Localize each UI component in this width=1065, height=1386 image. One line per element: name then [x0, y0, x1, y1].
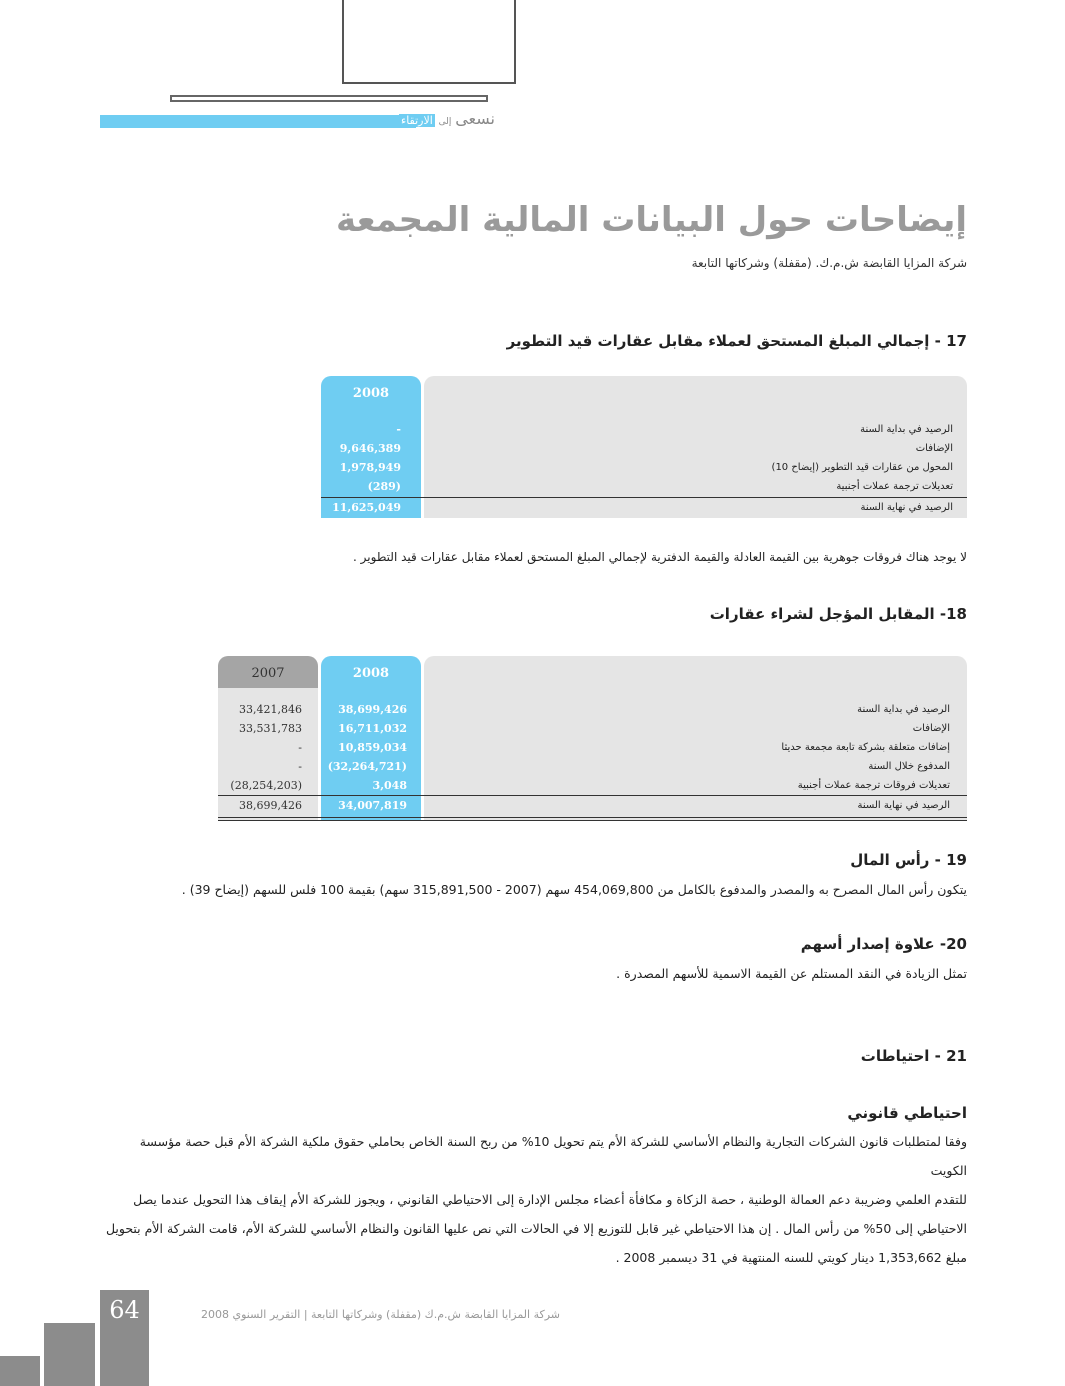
- page-title: إيضاحات حول البيانات المالية المجمعة: [335, 200, 967, 240]
- note18-value-2008: 10,859,034: [338, 741, 407, 754]
- note18-label: تعديلات فروقات ترجمة عملات أجنبية: [797, 780, 950, 791]
- note18-total-row: [218, 796, 967, 815]
- note20-heading: 20- علاوة إصدار أسهم: [800, 935, 967, 953]
- note18-label: إضافات متعلقة بشركة تابعة مجمعة حديثا: [781, 742, 950, 753]
- note17-label: الرصيد في بداية السنة: [860, 424, 953, 435]
- note19-text: يتكون رأس المال المصرح به والمصدر والمدفوع بالكامل من 454,069,800 سهم (2007 - 315,891,500 سهم) بقيمة 100 فلس للسهم (إيضاح 39) .: [181, 882, 967, 897]
- note17-label: المحول من عقارات قيد التطوير (إيضاح 10): [771, 462, 953, 473]
- note18-value-2008: 16,711,032: [338, 722, 407, 735]
- note18-total-label: الرصيد في نهاية السنة: [857, 800, 950, 811]
- note18-total-2008: 34,007,819: [338, 799, 407, 812]
- note17-year-header: 2008: [352, 386, 390, 401]
- note17-label: تعديلات ترجمة عملات أجنبية: [836, 481, 953, 492]
- note18-total-rule-bottom-1: [218, 817, 967, 818]
- footer-text: شركة المزايا القابضة ش.م.ك (مقفلة) وشركاتها التابعة | التقرير السنوي 2008: [201, 1308, 560, 1321]
- note21-line: الاحتياطي إلى 50% من رأس المال . إن هذا الاحتياطي غير قابل للتوزيع إلا في الحالات التي نص عليها القانون والنظام الأساسي للشركة الأم، قامت الشركة الأم بتحويل: [105, 1221, 967, 1236]
- page-number: 64: [109, 1296, 140, 1324]
- note19-heading: 19 - رأس المال: [850, 851, 967, 869]
- table-row: [321, 477, 967, 496]
- note18-value-2007: -: [298, 741, 302, 754]
- note17-table-body: [321, 420, 967, 496]
- table-row: [218, 719, 967, 738]
- note21-line: مبلغ 1,353,662 دينار كويتي للسنه المنتهية في 31 ديسمبر 2008 .: [615, 1250, 967, 1265]
- slogan-highlight: الارتقاء: [401, 114, 433, 127]
- slogan-main: نسعى: [455, 109, 495, 128]
- note17-value: 9,646,389: [339, 442, 401, 455]
- note18-year-current: 2008: [352, 666, 390, 681]
- note21-paragraph: [100, 1127, 967, 1272]
- note18-table-body: [218, 700, 967, 795]
- note17-total-row: [321, 498, 967, 517]
- note18-value-2007: (28,254,203): [230, 779, 302, 792]
- note17-label: الإضافات: [915, 443, 953, 454]
- note18-value-2007: 33,531,783: [239, 722, 302, 735]
- note17-total-value: 11,625,049: [332, 501, 401, 514]
- table-row: [321, 420, 967, 439]
- note18-value-2008: 3,048: [372, 779, 407, 792]
- note18-value-2007: 33,421,846: [239, 703, 302, 716]
- slogan-to: إلى: [438, 117, 452, 127]
- note18-heading: 18- المقابل المؤجل لشراء عقارات: [709, 605, 967, 623]
- note17-value: 1,978,949: [339, 461, 401, 474]
- note18-label: المدفوع خلال السنة: [868, 761, 950, 772]
- header-frame-box: [342, 0, 516, 84]
- table-row: [321, 458, 967, 477]
- note18-total-rule-bottom-2: [218, 820, 967, 821]
- table-row: [218, 776, 967, 795]
- footer-block-mid: [44, 1323, 95, 1386]
- note17-remark: لا يوجد هناك فروقات جوهرية بين القيمة العادلة والقيمة الدفترية لإجمالي المبلغ المستحق لعملاء مقابل عقارات قيد التطوير .: [353, 550, 967, 564]
- note18-label: الإضافات: [912, 723, 950, 734]
- note18-label: الرصيد في بداية السنة: [857, 704, 950, 715]
- table-row: [321, 439, 967, 458]
- note18-year-prior: 2007: [251, 666, 285, 681]
- note20-text: تمثل الزيادة في النقد المستلم عن القيمة الاسمية للأسهم المصدرة .: [616, 966, 967, 981]
- note18-value-2008: (32,264,721): [327, 760, 407, 773]
- note17-heading: 17 - إجمالي المبلغ المستحق لعملاء مقابل عقارات قيد التطوير: [506, 332, 967, 350]
- table-row: [218, 757, 967, 776]
- note17-value: -: [396, 423, 401, 436]
- note21-heading: 21 - احتياطات: [860, 1047, 967, 1065]
- page-subtitle: شركة المزايا القابضة ش.م.ك. (مقفلة) وشركاتها التابعة: [691, 256, 967, 270]
- note17-value: (289): [367, 480, 401, 493]
- slogan: [345, 109, 495, 131]
- note21-line: للتقدم العلمي وضريبة دعم العمالة الوطنية ، حصة الزكاة و مكافأة أعضاء مجلس الإدارة إلى الاحتياطي القانوني ، ويجوز للشركة الأم إيقاف هذا التحويل عندما يصل: [133, 1192, 967, 1207]
- table-row: [218, 700, 967, 719]
- note21-subheading: احتياطي قانوني: [847, 1104, 967, 1122]
- note21-line: وفقا لمتطلبات قانون الشركات التجارية والنظام الأساسي للشركة الأم يتم تحويل 10% من ربح السنة الخاص بحاملي حقوق ملكية الشركة الأم قبل حصة مؤسسة الكويت: [139, 1134, 967, 1178]
- note17-total-label: الرصيد في نهاية السنة: [860, 502, 953, 513]
- footer-block-small: [0, 1356, 40, 1386]
- header-frame-bar: [170, 95, 488, 102]
- table-row: [218, 738, 967, 757]
- note18-total-2007: 38,699,426: [239, 799, 302, 812]
- note18-value-2008: 38,699,426: [338, 703, 407, 716]
- note18-value-2007: -: [298, 760, 302, 773]
